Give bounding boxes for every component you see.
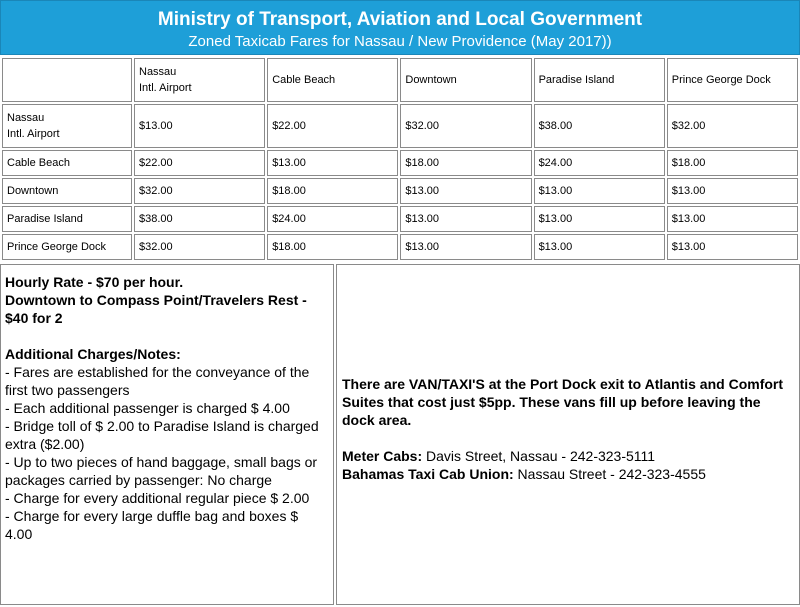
note-item: - Bridge toll of $ 2.00 to Paradise Island is charged extra ($2.00) (5, 418, 319, 452)
page-subtitle: Zoned Taxicab Fares for Nassau / New Providence (May 2017)) (188, 33, 612, 50)
meter-cabs-value: Davis Street, Nassau - 242-323-5111 (422, 448, 656, 464)
fare-cell: $13.00 (667, 178, 798, 204)
fare-cell: $24.00 (267, 206, 398, 232)
row-header: Prince George Dock (2, 234, 132, 260)
table-row (2, 178, 798, 204)
column-header: Cable Beach (267, 58, 398, 102)
fare-cell: $22.00 (134, 150, 265, 176)
fare-cell: $24.00 (534, 150, 665, 176)
taxi-union-label: Bahamas Taxi Cab Union: (342, 466, 514, 482)
note-item: - Each additional passenger is charged $ 4.00 (5, 400, 290, 416)
notes-heading: Additional Charges/Notes: (5, 346, 181, 362)
fare-cell: $18.00 (667, 150, 798, 176)
fare-cell: $13.00 (400, 206, 531, 232)
fare-cell: $32.00 (134, 178, 265, 204)
fare-cell: $13.00 (667, 206, 798, 232)
fare-cell: $38.00 (134, 206, 265, 232)
column-header: Downtown (400, 58, 531, 102)
table-row (2, 234, 798, 260)
fare-cell: $13.00 (267, 150, 398, 176)
fare-cell: $18.00 (400, 150, 531, 176)
fare-cell: $22.00 (267, 104, 398, 148)
note-item: - Charge for every additional regular piece $ 2.00 (5, 490, 310, 506)
fare-cell: $13.00 (400, 234, 531, 260)
note-item: - Charge for every large duffle bag and boxes $ 4.00 (5, 508, 299, 542)
fare-cell: $13.00 (400, 178, 531, 204)
fare-cell: $32.00 (134, 234, 265, 260)
row-header: Downtown (2, 178, 132, 204)
note-item: - Up to two pieces of hand baggage, small bags or packages carried by passenger: No charge (5, 454, 318, 488)
fare-table (0, 56, 800, 262)
fare-cell: $13.00 (667, 234, 798, 260)
corner-cell (2, 58, 132, 102)
column-header: Paradise Island (534, 58, 665, 102)
meter-cabs-line (342, 447, 793, 465)
page-title: Ministry of Transport, Aviation and Local Government (157, 9, 643, 30)
info-panel (336, 264, 800, 605)
fare-cell: $18.00 (267, 178, 398, 204)
column-header: Prince George Dock (667, 58, 798, 102)
row-header: Paradise Island (2, 206, 132, 232)
table-row (2, 150, 798, 176)
fare-cell: $13.00 (534, 234, 665, 260)
row-header: Cable Beach (2, 150, 132, 176)
table-row (2, 104, 798, 148)
page-header (0, 0, 800, 55)
fare-cell: $32.00 (667, 104, 798, 148)
column-header: Nassau Intl. Airport (134, 58, 265, 102)
note-item: - Fares are established for the conveyance of the first two passengers (5, 364, 310, 398)
row-header: Nassau Intl. Airport (2, 104, 132, 148)
meter-cabs-label: Meter Cabs: (342, 448, 423, 464)
taxi-union-value: Nassau Street - 242-323-4555 (513, 466, 706, 482)
fare-cell: $13.00 (134, 104, 265, 148)
fare-cell: $18.00 (267, 234, 398, 260)
van-notice: There are VAN/TAXI'S at the Port Dock exit to Atlantis and Comfort Suites that cost just $5pp. These vans fill up before leaving the dock area. (342, 376, 784, 428)
taxi-union-line (342, 465, 793, 483)
fare-cell: $32.00 (400, 104, 531, 148)
notes-panel (0, 264, 334, 605)
fare-cell: $13.00 (534, 178, 665, 204)
table-header-row (2, 58, 798, 102)
table-row (2, 206, 798, 232)
downtown-compass-rate: Downtown to Compass Point/Travelers Rest - $40 for 2 (5, 292, 307, 326)
fare-cell: $13.00 (534, 206, 665, 232)
hourly-rate: Hourly Rate - $70 per hour. (5, 274, 184, 290)
fare-cell: $38.00 (534, 104, 665, 148)
